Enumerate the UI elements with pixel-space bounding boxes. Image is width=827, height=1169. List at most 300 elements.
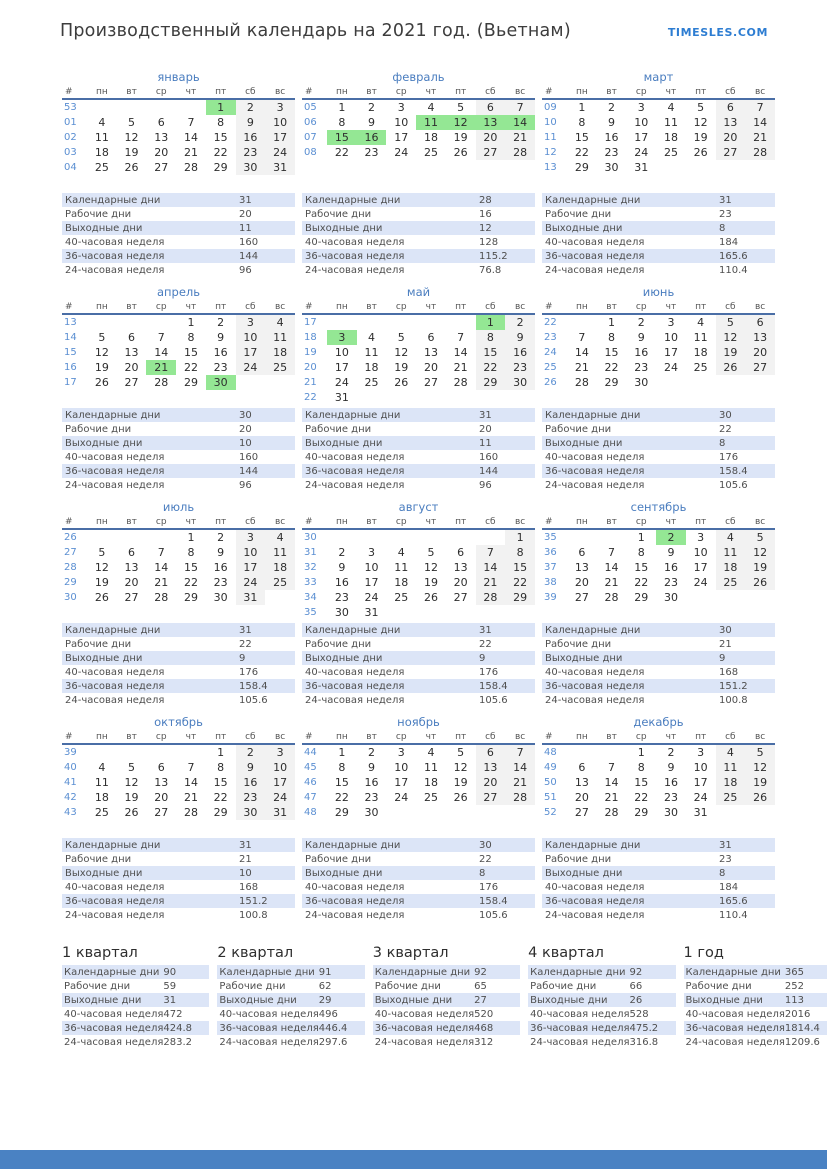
stat-label: 36-часовая неделя: [374, 1022, 475, 1034]
day-cell: 1: [338, 101, 346, 114]
empty-day-cell: [236, 375, 266, 390]
day-cell: 1: [578, 101, 586, 114]
day-header: пн: [567, 516, 597, 529]
day-cell: 10: [693, 546, 708, 559]
stat-row: [302, 478, 535, 492]
empty-day-cell: [716, 160, 746, 175]
stat-label: Выходные дни: [65, 222, 143, 234]
day-cell: 14: [453, 346, 468, 359]
week-number: 41: [64, 777, 77, 788]
stat-row: [62, 1035, 209, 1049]
stat-label: 40-часовая неделя: [305, 666, 405, 678]
day-cell: 25: [423, 791, 438, 804]
day-cell: 30: [334, 606, 349, 619]
day-cell: 9: [637, 331, 645, 344]
day-cell: 14: [183, 131, 198, 144]
day-header: пн: [87, 516, 117, 529]
day-cell: 17: [634, 131, 649, 144]
empty-day-cell: [146, 314, 176, 330]
week-number: 08: [304, 147, 317, 158]
day-cell: 30: [206, 375, 236, 390]
stat-value: 23: [719, 208, 732, 220]
stat-label: Выходные дни: [685, 994, 763, 1006]
stat-label: Рабочие дни: [219, 980, 286, 992]
stat-value: 160: [239, 451, 259, 463]
week-row: [62, 790, 295, 805]
day-cell: 29: [213, 806, 228, 819]
month-title: март: [643, 70, 674, 84]
stat-value: 8: [719, 437, 726, 449]
day-cell: 13: [124, 561, 139, 574]
stat-value: 31: [163, 994, 177, 1006]
stat-row: [684, 979, 827, 993]
week-row: [62, 145, 295, 160]
stat-value: 31: [239, 839, 252, 851]
day-header: сб: [716, 86, 746, 99]
day-header-row: [62, 731, 295, 744]
day-cell: 4: [427, 746, 435, 759]
empty-day-cell: [476, 805, 506, 820]
week-number: 32: [304, 562, 317, 573]
stats-row-1: [62, 193, 775, 285]
calendar-table: [62, 86, 295, 175]
day-cell: 24: [265, 145, 295, 160]
day-header: ср: [386, 731, 416, 744]
day-cell: 9: [505, 330, 535, 345]
day-cell: 2: [656, 529, 686, 545]
day-cell: 11: [423, 761, 438, 774]
stat-row: [373, 979, 520, 993]
day-cell: 21: [745, 130, 775, 145]
stat-row: [62, 693, 295, 707]
day-cell: 5: [98, 331, 106, 344]
day-header: пн: [87, 301, 117, 314]
stat-row: [62, 880, 295, 894]
stat-value: 168: [719, 666, 739, 678]
stat-value: 62: [318, 980, 332, 992]
day-cell: 10: [394, 761, 409, 774]
day-header: чт: [656, 86, 686, 99]
week-row: [302, 545, 535, 560]
day-cell: 25: [663, 146, 678, 159]
month-cell-11: [302, 715, 535, 838]
week-number: 43: [64, 807, 77, 818]
day-header: вс: [745, 301, 775, 314]
day-cell: 1: [187, 531, 195, 544]
stat-row: [62, 193, 295, 207]
stat-label: 40-часовая неделя: [545, 451, 645, 463]
calendar-table: [542, 731, 775, 820]
day-cell: 9: [368, 761, 376, 774]
day-cell: 19: [745, 560, 775, 575]
empty-day-cell: [357, 314, 387, 330]
day-cell: 27: [154, 806, 169, 819]
stat-value: 110.4: [719, 264, 748, 276]
day-cell: 1: [187, 316, 195, 329]
stat-value: 21: [239, 853, 252, 865]
stat-label: Календарные дни: [545, 409, 641, 421]
day-cell: 8: [217, 116, 225, 129]
week-number: 04: [64, 162, 77, 173]
stat-label: 40-часовая неделя: [64, 1008, 164, 1020]
stat-value: 30: [239, 409, 252, 421]
week-row: [542, 375, 775, 390]
week-row: [542, 360, 775, 375]
stat-value: 9: [719, 652, 726, 664]
week-number: 33: [304, 577, 317, 588]
stat-value: 468: [474, 1022, 494, 1034]
day-header: чт: [416, 301, 446, 314]
day-cell: 19: [94, 361, 109, 374]
stat-label: 40-часовая неделя: [65, 236, 165, 248]
empty-day-cell: [416, 314, 446, 330]
day-header: пн: [567, 86, 597, 99]
empty-day-cell: [386, 605, 416, 620]
week-number: 26: [544, 377, 557, 388]
stat-label: Календарные дни: [545, 839, 641, 851]
day-cell: 16: [213, 561, 228, 574]
day-cell: 13: [745, 330, 775, 345]
day-cell: 5: [745, 744, 775, 760]
day-cell: 17: [265, 130, 295, 145]
day-cell: 20: [154, 146, 169, 159]
months-grid: [62, 70, 775, 930]
week-row: [302, 145, 535, 160]
day-cell: 5: [98, 546, 106, 559]
week-number: 05: [304, 102, 317, 113]
day-header-row: [302, 301, 535, 314]
day-cell: 24: [634, 146, 649, 159]
stat-value: 158.4: [239, 680, 268, 692]
stat-row: [302, 221, 535, 235]
day-header: вт: [357, 731, 387, 744]
day-cell: 20: [453, 576, 468, 589]
stat-label: Выходные дни: [545, 222, 623, 234]
empty-day-cell: [176, 744, 206, 760]
day-cell: 23: [364, 146, 379, 159]
day-cell: 5: [716, 314, 746, 330]
week-column-header: #: [62, 731, 87, 744]
day-cell: 18: [423, 131, 438, 144]
stat-value: 30: [719, 409, 732, 421]
day-header: чт: [416, 516, 446, 529]
day-header: вт: [357, 301, 387, 314]
empty-day-cell: [386, 390, 416, 405]
stat-value: 365: [784, 966, 804, 978]
stat-value: 165.6: [719, 895, 748, 907]
day-cell: 22: [505, 575, 535, 590]
day-cell: 15: [213, 131, 228, 144]
empty-day-cell: [446, 805, 476, 820]
week-number: 14: [64, 332, 77, 343]
week-row: [542, 590, 775, 605]
stat-value: 10: [239, 437, 252, 449]
day-cell: 3: [368, 546, 376, 559]
stat-row: [62, 637, 295, 651]
day-cell: 2: [505, 314, 535, 330]
day-header: пт: [446, 301, 476, 314]
day-cell: 20: [154, 791, 169, 804]
stat-row: [542, 464, 775, 478]
stat-value: 92: [474, 966, 487, 978]
week-row: [302, 575, 535, 590]
stat-value: 312: [474, 1036, 494, 1048]
day-cell: 6: [745, 314, 775, 330]
month-row-4: [62, 715, 775, 838]
day-cell: 30: [604, 161, 619, 174]
day-cell: 2: [236, 99, 266, 115]
stat-value: 9: [239, 652, 246, 664]
week-number: 22: [304, 392, 317, 403]
stat-label: 36-часовая неделя: [305, 680, 405, 692]
empty-day-cell: [416, 529, 446, 545]
stat-row: [302, 651, 535, 665]
empty-day-cell: [446, 529, 476, 545]
stat-value: 283.2: [163, 1036, 193, 1048]
stat-row: [542, 651, 775, 665]
day-cell: 15: [634, 776, 649, 789]
stat-row: [217, 1007, 364, 1021]
day-cell: 26: [124, 806, 139, 819]
day-header-row: [302, 516, 535, 529]
stat-label: 36-часовая неделя: [530, 1022, 630, 1034]
stat-row: [62, 866, 295, 880]
stat-value: 496: [318, 1008, 338, 1020]
stat-value: 8: [719, 222, 726, 234]
month-stats-4: [62, 408, 295, 500]
week-number: 35: [544, 532, 557, 543]
day-cell: 16: [236, 130, 266, 145]
day-cell: 5: [457, 746, 465, 759]
stat-value: 151.2: [239, 895, 268, 907]
month-stats-12: [542, 838, 775, 930]
day-cell: 3: [667, 316, 675, 329]
day-cell: 25: [94, 806, 109, 819]
week-row: [62, 99, 295, 115]
day-cell: 20: [574, 791, 589, 804]
stat-label: 24-часовая неделя: [65, 694, 165, 706]
summary-col-2: [217, 945, 364, 1049]
stat-row: [542, 478, 775, 492]
day-cell: 23: [213, 576, 228, 589]
day-header-row: [542, 301, 775, 314]
week-number: 38: [544, 577, 557, 588]
day-cell: 6: [476, 744, 506, 760]
stat-value: 65: [474, 980, 487, 992]
day-cell: 18: [94, 791, 109, 804]
day-cell: 7: [745, 99, 775, 115]
month-title: декабрь: [633, 715, 684, 729]
day-header: пт: [446, 516, 476, 529]
day-cell: 27: [453, 591, 468, 604]
week-row: [542, 115, 775, 130]
empty-day-cell: [416, 805, 446, 820]
day-cell: 26: [693, 146, 708, 159]
month-stats-7: [62, 623, 295, 715]
day-cell: 24: [693, 791, 708, 804]
day-header: чт: [176, 731, 206, 744]
empty-day-cell: [386, 529, 416, 545]
stat-row: [302, 693, 535, 707]
stat-label: 24-часовая неделя: [305, 909, 405, 921]
day-header: вт: [357, 516, 387, 529]
day-cell: 2: [217, 531, 225, 544]
day-cell: 15: [183, 561, 198, 574]
week-number: 30: [304, 532, 317, 543]
stat-value: 29: [318, 994, 332, 1006]
stat-label: Выходные дни: [305, 222, 383, 234]
stat-label: 40-часовая неделя: [545, 881, 645, 893]
day-cell: 10: [394, 116, 409, 129]
stat-label: Рабочие дни: [545, 853, 612, 865]
stat-label: 36-часовая неделя: [305, 250, 405, 262]
day-cell: 16: [663, 561, 678, 574]
day-cell: 19: [423, 576, 438, 589]
day-cell: 8: [338, 116, 346, 129]
empty-day-cell: [416, 605, 446, 620]
day-cell: 12: [745, 545, 775, 560]
day-cell: 6: [128, 546, 136, 559]
page-header: [0, 0, 827, 41]
stat-row: [373, 993, 520, 1007]
stat-row: [542, 436, 775, 450]
stat-value: 31: [479, 409, 492, 421]
day-cell: 8: [187, 331, 195, 344]
stat-label: Рабочие дни: [65, 423, 132, 435]
stat-label: Календарные дни: [65, 194, 161, 206]
day-header: вт: [597, 731, 627, 744]
month-cell-6: [542, 285, 775, 408]
summary-stats-4: [528, 965, 675, 1049]
stat-value: 472: [163, 1008, 183, 1020]
week-row: [302, 805, 535, 820]
day-header: пн: [567, 301, 597, 314]
empty-day-cell: [505, 605, 535, 620]
week-row: [302, 744, 535, 760]
day-header-row: [542, 516, 775, 529]
week-row: [542, 160, 775, 175]
day-header: сб: [236, 731, 266, 744]
day-cell: 18: [716, 560, 746, 575]
day-header: вс: [265, 86, 295, 99]
stat-value: 8: [479, 867, 486, 879]
empty-day-cell: [745, 160, 775, 175]
day-cell: 24: [394, 146, 409, 159]
stat-label: 36-часовая неделя: [305, 465, 405, 477]
month-title: май: [406, 285, 431, 299]
day-cell: 28: [574, 376, 589, 389]
day-cell: 4: [98, 116, 106, 129]
empty-day-cell: [656, 160, 686, 175]
stat-label: Календарные дни: [65, 409, 161, 421]
week-column-header: #: [542, 301, 567, 314]
empty-day-cell: [597, 529, 627, 545]
stat-label: 24-часовая неделя: [545, 264, 645, 276]
stat-row: [217, 993, 364, 1007]
day-cell: 13: [574, 776, 589, 789]
day-cell: 8: [505, 545, 535, 560]
stat-value: 31: [239, 624, 252, 636]
day-cell: 7: [505, 99, 535, 115]
day-cell: 23: [634, 361, 649, 374]
stat-value: 23: [719, 853, 732, 865]
day-cell: 12: [124, 776, 139, 789]
day-cell: 1: [637, 746, 645, 759]
day-cell: 31: [236, 590, 266, 605]
day-cell: 2: [217, 316, 225, 329]
day-cell: 27: [574, 591, 589, 604]
day-header-row: [302, 86, 535, 99]
stat-row: [62, 263, 295, 277]
day-cell: 9: [667, 546, 675, 559]
stat-label: Выходные дни: [65, 437, 143, 449]
day-cell: 24: [334, 376, 349, 389]
stat-value: 22: [719, 423, 732, 435]
stat-value: 424.8: [163, 1022, 193, 1034]
day-cell: 4: [368, 331, 376, 344]
stat-row: [542, 838, 775, 852]
day-cell: 30: [634, 376, 649, 389]
stat-value: 176: [479, 881, 499, 893]
day-cell: 21: [574, 361, 589, 374]
day-cell: 1: [206, 99, 236, 115]
day-cell: 13: [423, 346, 438, 359]
empty-day-cell: [505, 390, 535, 405]
day-cell: 29: [334, 806, 349, 819]
stat-row: [542, 207, 775, 221]
stat-label: 24-часовая неделя: [65, 909, 165, 921]
day-cell: 15: [327, 130, 357, 145]
day-cell: 4: [265, 529, 295, 545]
day-header: ср: [626, 86, 656, 99]
stat-value: 184: [719, 881, 739, 893]
day-cell: 28: [604, 591, 619, 604]
stat-row: [373, 965, 520, 979]
stat-label: Рабочие дни: [65, 638, 132, 650]
stat-label: Рабочие дни: [545, 423, 612, 435]
stat-value: 96: [479, 479, 492, 491]
day-cell: 11: [94, 131, 109, 144]
week-row: [62, 115, 295, 130]
day-header: сб: [236, 86, 266, 99]
site-link[interactable]: TIMESLES.COM: [667, 26, 768, 39]
week-number: 48: [304, 807, 317, 818]
day-cell: 17: [236, 560, 266, 575]
week-column-header: #: [62, 301, 87, 314]
calendar-table: [542, 86, 775, 175]
day-cell: 27: [574, 806, 589, 819]
stat-row: [542, 408, 775, 422]
week-row: [542, 99, 775, 115]
day-header: сб: [716, 731, 746, 744]
stat-value: 59: [163, 980, 177, 992]
footer-bar: [0, 1150, 827, 1169]
day-header: пт: [206, 731, 236, 744]
stat-label: 36-часовая неделя: [685, 1022, 785, 1034]
stat-value: 144: [239, 250, 259, 262]
day-cell: 26: [453, 146, 468, 159]
stat-label: Рабочие дни: [685, 980, 752, 992]
month-stats-10: [62, 838, 295, 930]
day-cell: 25: [265, 360, 295, 375]
empty-day-cell: [745, 590, 775, 605]
summary-title: 1 год: [683, 945, 724, 961]
empty-day-cell: [446, 314, 476, 330]
day-cell: 16: [213, 346, 228, 359]
day-cell: 26: [453, 791, 468, 804]
day-cell: 20: [745, 345, 775, 360]
summary-col-1: [62, 945, 209, 1049]
